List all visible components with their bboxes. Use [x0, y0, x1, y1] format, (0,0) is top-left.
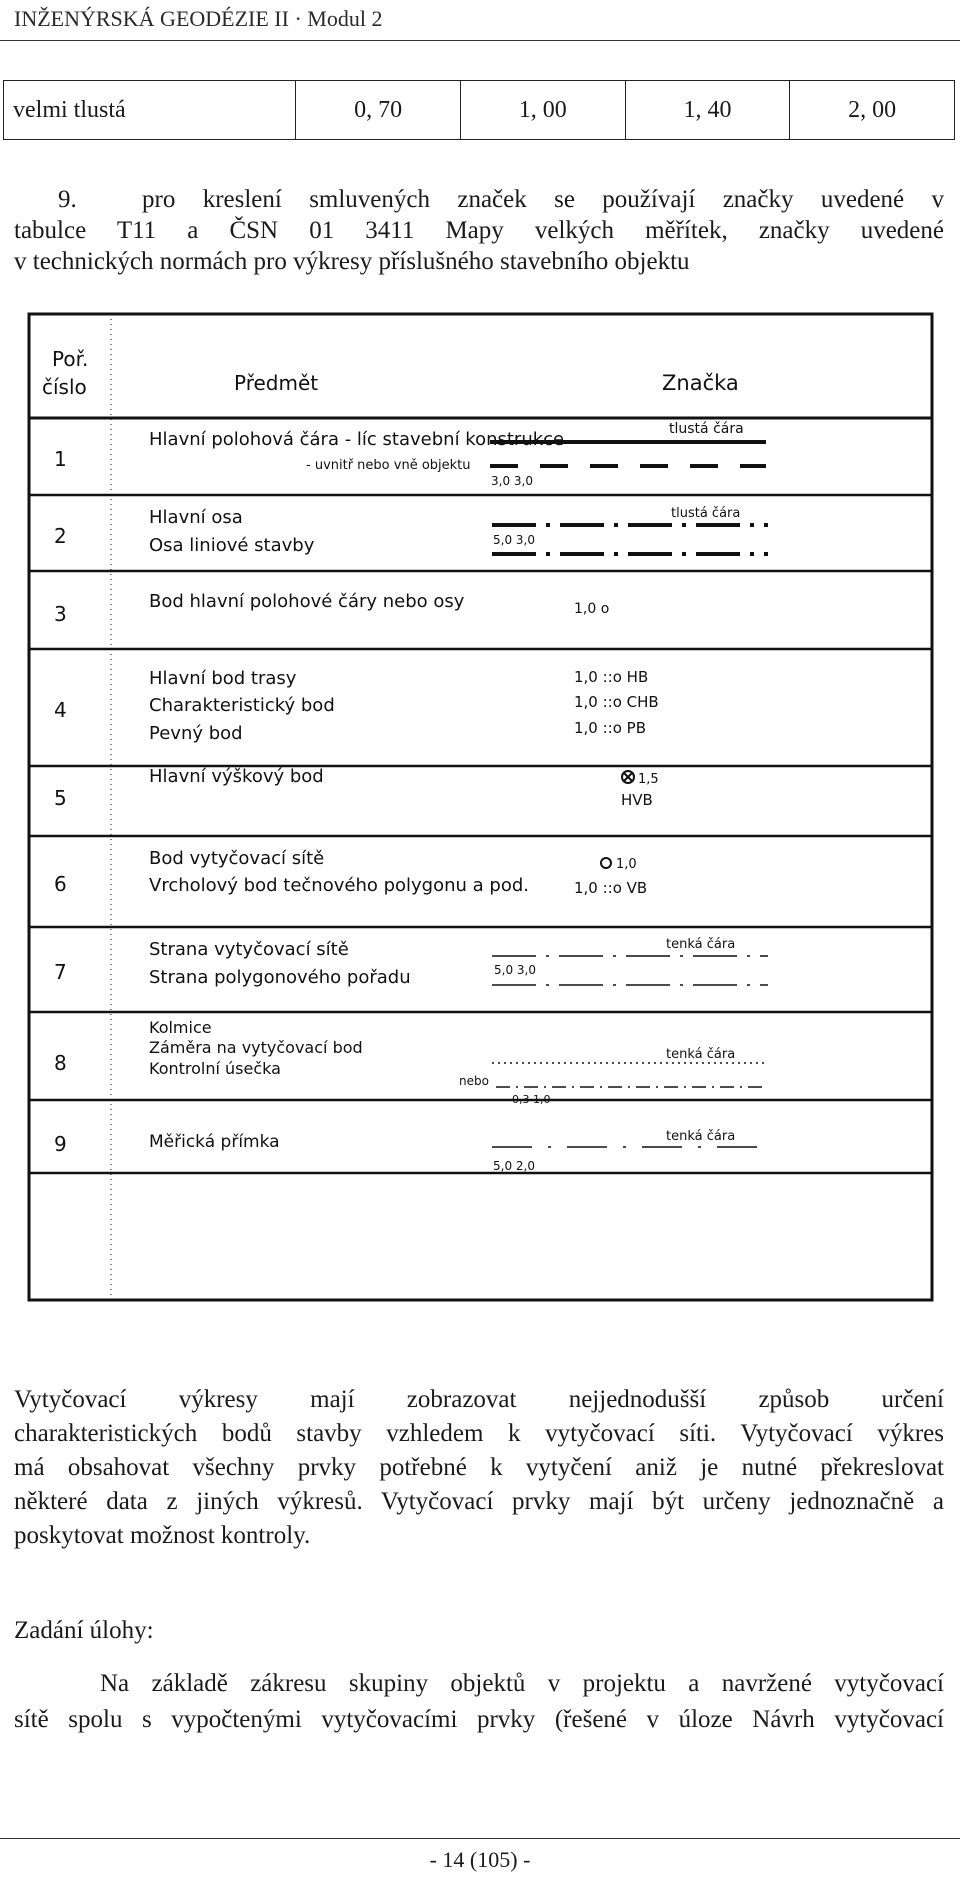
row-dims: 5,0 3,0: [494, 963, 536, 977]
body-paragraph: [14, 1383, 944, 1553]
row-symbol-code: 1,0 ::o CHB: [574, 693, 659, 711]
task-paragraph: [14, 1666, 944, 1738]
list-item-number: 9.: [58, 186, 77, 213]
line-width-table: [3, 80, 955, 140]
row-number: 2: [54, 524, 67, 548]
row-subject-line: Záměra na vytyčovací bod: [149, 1038, 363, 1057]
header-subject: Předmět: [234, 371, 319, 395]
row-symbol-code: 1,5: [638, 772, 659, 787]
header-number: Poř.: [52, 347, 89, 371]
row-dims: 3,0 3,0: [491, 474, 533, 488]
page-number: - 14 (105) -: [429, 1847, 531, 1872]
row-subject-line: Charakteristický bod: [149, 695, 335, 716]
row-subject-line: Strana polygonového pořadu: [149, 967, 411, 988]
row-subject-line: Kontrolní úsečka: [149, 1059, 281, 1078]
row-number: 6: [54, 872, 67, 896]
list-item-line: tabulce T11 a ČSN 01 3411 Mapy velkých měřítek, značky uvedené: [14, 217, 944, 244]
row-symbol-label: tenká čára: [666, 1129, 736, 1144]
symbol-table-svg: [26, 311, 934, 1303]
row-dims: 5,0 3,0: [493, 533, 535, 547]
table-cell: velmi tlustá: [4, 81, 296, 140]
header-divider: [0, 40, 960, 41]
row-subject-line: Pevný bod: [149, 723, 243, 744]
row-symbol-code: 1,0 ::o VB: [574, 879, 648, 897]
row-subject-line: Hlavní bod trasy: [149, 668, 297, 689]
list-item-9: [14, 184, 944, 277]
row-subject-line: Bod hlavní polohové čáry nebo osy: [149, 591, 465, 612]
row-dims: 0,3 1,0: [512, 1093, 551, 1106]
row-number: 4: [54, 698, 67, 722]
table-cell: 2, 00: [790, 81, 955, 140]
paragraph-line: má obsahovat všechny prvky potřebné k vytyčení aniž je nutné překreslovat: [14, 1454, 944, 1481]
table-cell: 1, 00: [460, 81, 625, 140]
row-symbol-label: tenká čára: [666, 937, 736, 952]
row-subject-line: Kolmice: [149, 1018, 212, 1037]
survey-point-icon: [601, 858, 611, 868]
paragraph-line: Vytyčovací výkresy mají zobrazovat nejjednodušší způsob určení: [14, 1386, 944, 1413]
row-subject-line: Osa liniové stavby: [149, 535, 315, 556]
row-number: 5: [54, 786, 67, 810]
row-subject-line: - uvnitř nebo vně objektu: [306, 458, 471, 473]
row-symbol-code: 1,0: [616, 857, 637, 872]
row-symbol-label: tlustá čára: [669, 421, 744, 437]
list-item-line: v technických normách pro výkresy příslušného stavebního objektu: [14, 248, 690, 275]
row-number: 9: [54, 1132, 67, 1156]
symbol-table-figure: [26, 311, 934, 1303]
page-header: INŽENÝRSKÁ GEODÉZIE II · Modul 2: [14, 6, 383, 31]
header-number-2: číslo: [42, 375, 87, 399]
row-symbol-label: tenká čára: [666, 1047, 736, 1062]
benchmark-symbol-icon: [622, 771, 634, 783]
row-number: 8: [54, 1051, 67, 1075]
row-dims: 5,0 2,0: [493, 1159, 535, 1173]
row-subject-line: Strana vytyčovací sítě: [149, 939, 349, 960]
task-line: sítě spolu s vypočtenými vytyčovacími prvky (řešené v úloze Návrh vytyčovací: [14, 1706, 944, 1733]
row-subject-line: Bod vytyčovací sítě: [149, 848, 325, 869]
row-symbol-code: 1,0 o: [574, 601, 610, 617]
table-cell: 0, 70: [296, 81, 461, 140]
row-symbol-label: tlustá čára: [671, 506, 741, 521]
row-number: 1: [54, 447, 67, 471]
row-number: 3: [54, 602, 67, 626]
row-subject-line: Hlavní osa: [149, 507, 243, 528]
row-symbol-code: 1,0 ::o PB: [574, 719, 647, 737]
header-symbol: Značka: [662, 371, 739, 395]
paragraph-line: některé data z jiných výkresů. Vytyčovací prvky mají být určeny jednoznačně a: [14, 1488, 944, 1515]
row-symbol-code: 1,0 ::o HB: [574, 668, 649, 686]
table-row: [4, 81, 955, 140]
paragraph-line: charakteristických bodů stavby vzhledem k vytyčovací síti. Vytyčovací výkres: [14, 1420, 944, 1447]
task-line: Na základě zákresu skupiny objektů v projektu a navržené vytyčovací: [100, 1670, 944, 1697]
paragraph-line: poskytovat možnost kontroly.: [14, 1522, 311, 1549]
row-subject-line: Hlavní výškový bod: [149, 766, 324, 787]
task-heading: Zadání úlohy:: [14, 1617, 154, 1644]
row-symbol-code: HVB: [621, 791, 653, 809]
footer-divider: [0, 1838, 960, 1839]
row-subject-line: Vrcholový bod tečnového polygonu a pod.: [149, 875, 529, 896]
row-subject-line: Hlavní polohová čára - líc stavební konstrukce: [149, 429, 565, 450]
row-extra: nebo: [459, 1074, 489, 1088]
row-subject-line: Měřická přímka: [149, 1132, 280, 1152]
list-item-line: pro kreslení smluvených značek se používají značky uvedené v: [142, 186, 944, 213]
row-number: 7: [54, 960, 67, 984]
table-cell: 1, 40: [625, 81, 790, 140]
